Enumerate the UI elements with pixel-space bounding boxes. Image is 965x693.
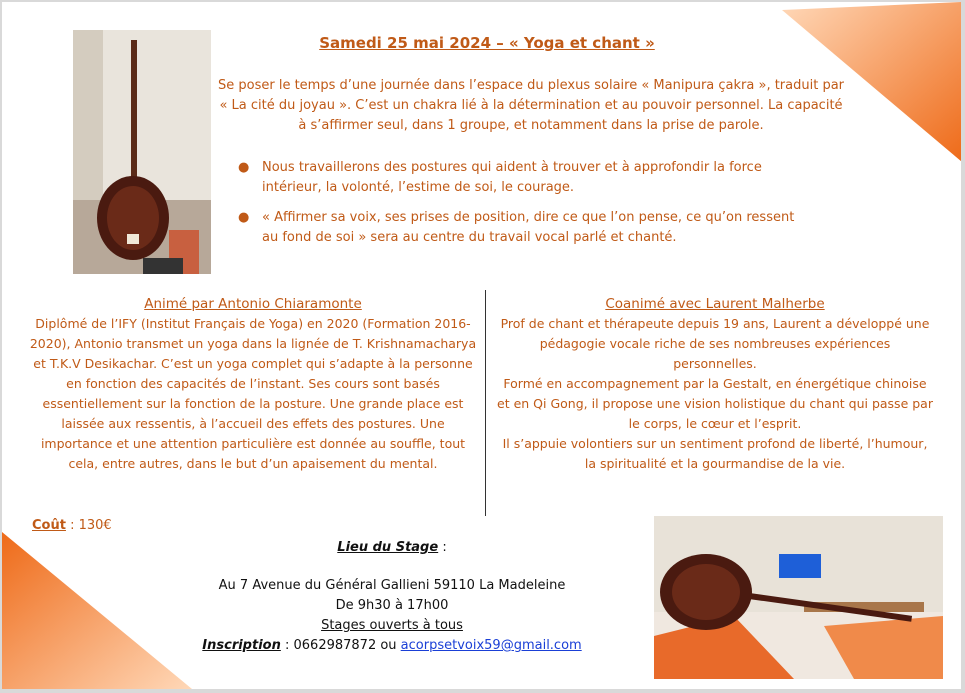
venue-address: Au 7 Avenue du Général Gallieni 59110 La Madeleine bbox=[218, 578, 566, 593]
tanpura-lying-photo bbox=[654, 516, 943, 679]
bullet-list bbox=[238, 158, 798, 258]
page-title: Samedi 25 mai 2024 – « Yoga et chant » bbox=[319, 34, 655, 52]
cost-line bbox=[32, 518, 112, 533]
venue-heading: Lieu du Stage bbox=[337, 540, 439, 555]
right-column-p2: Formé en accompagnement par la Gestalt, en énergétique chinoise et en Qi Gong, il propose une vision holistique du chant qui passe par le corps, le cœur et l’esprit. bbox=[497, 376, 933, 431]
venue-block bbox=[182, 538, 602, 656]
list-item: ● Nous travaillerons des postures qui aident à trouver et à approfondir la force intérieur, la volonté, l’estime de soi, le courage. bbox=[238, 160, 762, 195]
left-column-heading: Animé par Antonio Chiaramonte bbox=[144, 296, 362, 312]
bullet-icon: ● bbox=[238, 160, 250, 175]
inscription-label: Inscription bbox=[202, 638, 281, 653]
right-column-p3: Il s’appuie volontiers sur un sentiment profond de liberté, l’humour, la spiritualité et la gourmandise de la vie. bbox=[502, 436, 928, 471]
left-column-body: Diplômé de l’IFY (Institut Français de Yoga) en 2020 (Formation 2016-2020), Antonio transmet un yoga dans la lignée de T. Krishnamacharya et T.K.V Desikachar. C’est un yoga complet qui s’adapte à la personne en fonction des capacités de l’instant. Ses cours sont basés essentiellement sur la fonction de la posture. Une grande place est laissée aux ressentis, à l’accueil des effets des postures. Une importance et une attention particulière est donnée au souffle, tout cela, entre autres, dans le but d’un apaisement du mental. bbox=[29, 316, 477, 471]
inscription-phone: : 0662987872 ou bbox=[280, 638, 401, 653]
inscription-line bbox=[182, 636, 602, 656]
venue-hours: De 9h30 à 17h00 bbox=[335, 598, 449, 613]
tanpura-upright-photo bbox=[73, 30, 211, 274]
intro-paragraph: Se poser le temps d’une journée dans l’espace du plexus solaire « Manipura çakra », traduit par « La cité du joyau ». C’est un chakra lié à la détermination et au pouvoir personnel. La capacité à s’affirmer seul, dans 1 groupe, et notamment dans la prise de parole. bbox=[218, 78, 845, 133]
list-item: ● « Affirmer sa voix, ses prises de position, dire ce que l’on pense, ce qu’on ressent au fond de soi » sera au centre du travail vocal parlé et chanté. bbox=[238, 210, 795, 245]
cost-label: Coût bbox=[32, 518, 66, 533]
left-column bbox=[28, 294, 478, 474]
flyer-page bbox=[2, 2, 961, 689]
bottom-left-corner-decoration bbox=[2, 532, 192, 689]
email-link[interactable]: acorpsetvoix59@gmail.com bbox=[400, 638, 582, 653]
column-divider bbox=[485, 290, 486, 516]
cost-value: : 130€ bbox=[65, 518, 112, 533]
bullet-icon: ● bbox=[238, 210, 250, 225]
venue-open-to-all: Stages ouverts à tous bbox=[321, 618, 463, 633]
right-column bbox=[496, 294, 934, 474]
venue-heading-line: Lieu du Stage : bbox=[337, 540, 447, 555]
right-column-p1: Prof de chant et thérapeute depuis 19 ans, Laurent a développé une pédagogie vocale riche de ses nombreuses expériences personnelles. bbox=[500, 316, 930, 371]
right-column-heading: Coanimé avec Laurent Malherbe bbox=[605, 296, 825, 312]
